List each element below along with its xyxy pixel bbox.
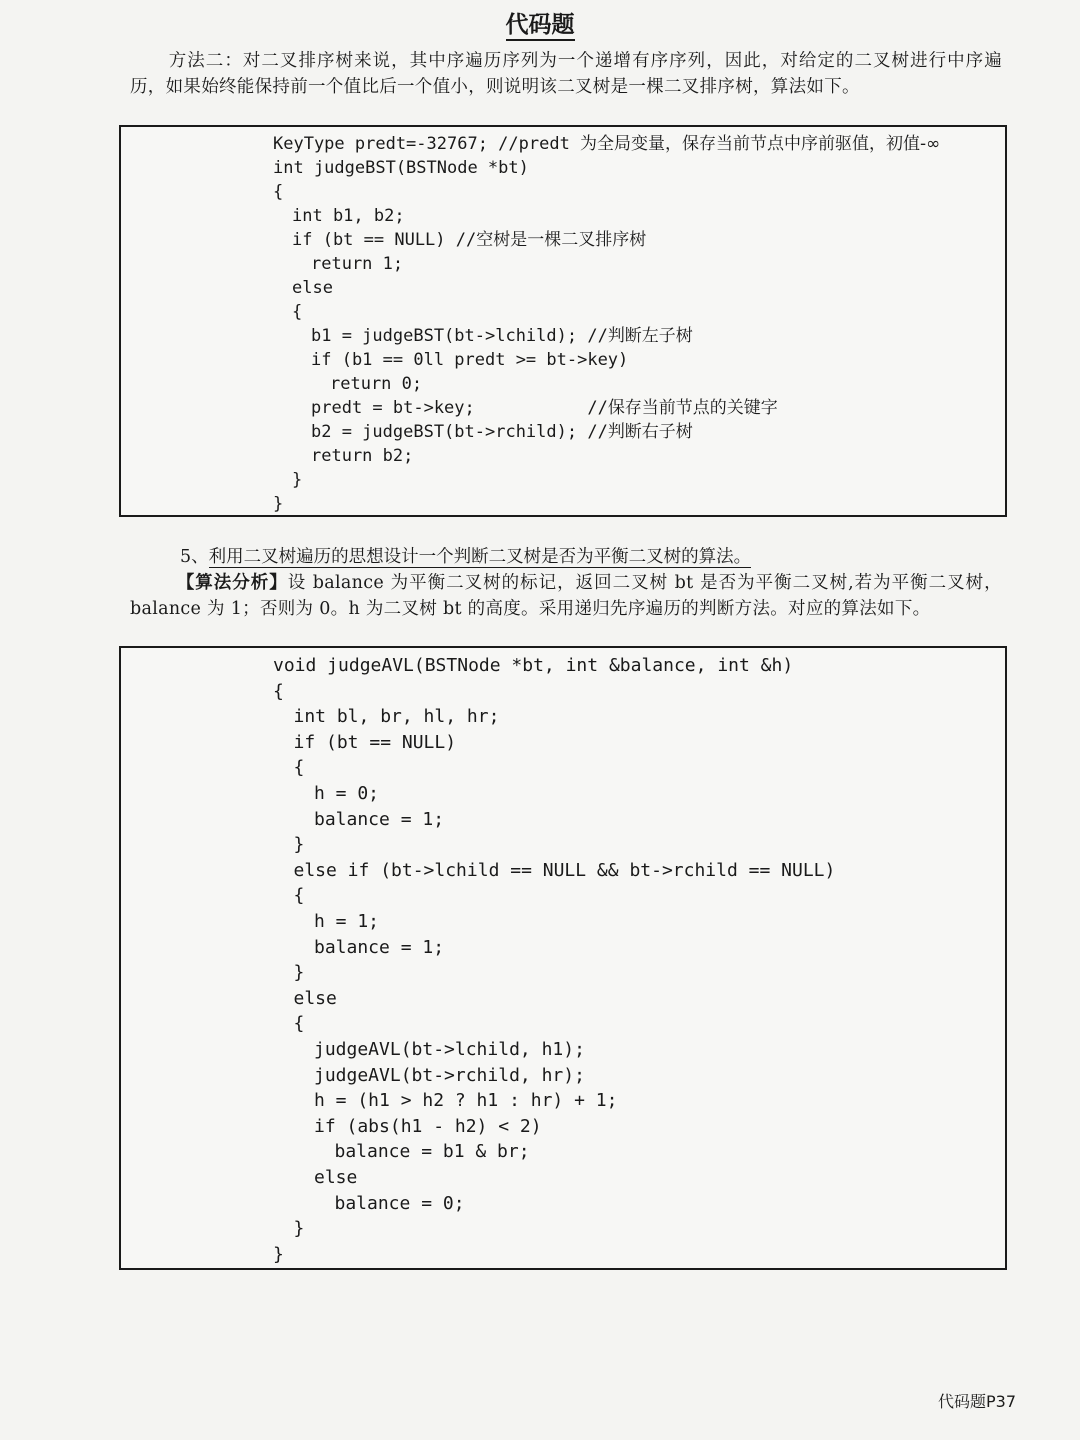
code-line [294,1216,305,1242]
code-line [294,832,305,858]
code-line [294,755,305,781]
code-line [311,324,693,348]
code-line [311,348,628,372]
code-text: { [293,757,305,779]
code-text: predt = bt->key; // [311,398,608,418]
code-line [330,372,422,396]
code-line [294,858,836,884]
code-line [311,420,693,444]
code-text: else [292,278,333,298]
code-comment: 保存当前节点的关键字 [607,398,778,418]
code-text: if (b1 == 0ll predt >= bt->key) [311,350,629,370]
code-line [294,883,305,909]
code-text: judgeAVL(bt->rchild, hr); [314,1064,585,1086]
code-line [292,204,405,228]
code-line [314,1114,542,1140]
code-text: return 1; [311,254,404,274]
code-line [311,396,778,420]
code-line [294,986,337,1012]
code-line [314,1165,357,1191]
code-text: int b1, b2; [292,206,405,226]
code-line [294,704,500,730]
code-block-judge-bst [119,125,1007,517]
question-5-analysis: 【算法分析】设 balance 为平衡二叉树的标记，返回二叉树 bt 是否为平衡二叉树,若为平衡二叉树，balance 为 1；否则为 0。h 为二叉树 bt 的高度。采用递归先序遍历的判断方法。对应的算法如下。 [130,573,1002,619]
code-comment: 为全局变量，保存当前节点中序前驱值，初值-∞ [580,134,941,154]
code-text: judgeAVL(bt->lchild, h1); [314,1039,585,1060]
code-text: { [273,182,284,202]
code-text: b1 = judgeBST(bt->lchild); // [311,326,608,346]
code-line [273,653,793,679]
code-line [273,492,283,516]
code-line [314,1063,585,1089]
code-text: balance = b1 & br; [334,1141,530,1163]
code-line [335,1139,530,1165]
code-text: } [293,834,305,856]
code-text: int judgeBST(BSTNode *bt) [273,158,529,178]
code-line [314,935,444,961]
code-line [292,300,302,324]
code-text: return b2; [311,446,414,466]
code-line [294,730,457,756]
code-text: return 0; [330,374,423,394]
code-comment: 判断右子树 [607,422,693,442]
code-text: balance = 0; [334,1192,465,1214]
code-comment: 判断左子树 [607,326,693,346]
code-line [314,1088,617,1114]
code-text: { [292,302,303,322]
code-text: int bl, br, hl, hr; [293,706,500,728]
code-text: else if (bt->lchild == NULL && bt->rchild == NULL) [293,859,836,881]
code-line [292,468,302,492]
code-line [273,132,940,156]
code-line [314,781,379,807]
page-title: 代码题 [0,6,1080,39]
code-text: else [314,1167,358,1188]
code-line [273,679,284,705]
code-line [273,156,529,180]
code-comment: 空树是一棵二叉排序树 [476,230,647,250]
code-text: void judgeAVL(BSTNode *bt, int &balance, int &h) [273,655,794,676]
code-text: { [293,885,305,907]
code-line [314,909,379,935]
code-line [314,807,444,833]
code-line [314,1037,585,1063]
code-text: } [293,962,305,984]
code-text: balance = 1; [314,808,445,830]
code-text: balance = 1; [314,936,445,958]
code-line [292,276,333,300]
code-line [292,228,646,252]
code-line [335,1191,465,1217]
code-line [273,180,283,204]
code-line [294,960,305,986]
code-line [311,444,413,468]
code-text: else [293,987,337,1009]
code-line [273,1242,284,1268]
code-text: } [273,494,284,514]
method2-paragraph: 方法二：对二叉排序树来说，其中序遍历序列为一个递增有序序列，因此，对给定的二叉树进行中序遍历，如果始终能保持前一个值比后一个值小，则说明该二叉树是一棵二叉排序树，算法如下。 [130,51,1002,97]
code-text: } [293,1218,305,1240]
code-text: if (abs(h1 - h2) < 2) [314,1115,542,1137]
code-text: } [273,1243,284,1265]
code-text: { [293,1013,305,1035]
code-text: h = 0; [314,783,380,804]
code-text: if (bt == NULL) [293,731,457,753]
code-text: if (bt == NULL) // [292,230,477,250]
code-line [294,1011,305,1037]
page-footer: 代码题P37 [937,1392,1016,1411]
question-5-title: 5、利用二叉树遍历的思想设计一个判断二叉树是否为平衡二叉树的算法。 [180,547,752,567]
code-text: } [292,470,303,490]
code-text: b2 = judgeBST(bt->rchild); // [311,422,608,442]
code-text: h = (h1 > h2 ? h1 : hr) + 1; [314,1090,618,1112]
code-text: { [273,680,284,702]
code-text: KeyType predt=-32767; //predt [273,134,581,154]
code-line [311,252,403,276]
code-text: h = 1; [314,911,380,932]
code-block-judge-avl [119,646,1007,1270]
